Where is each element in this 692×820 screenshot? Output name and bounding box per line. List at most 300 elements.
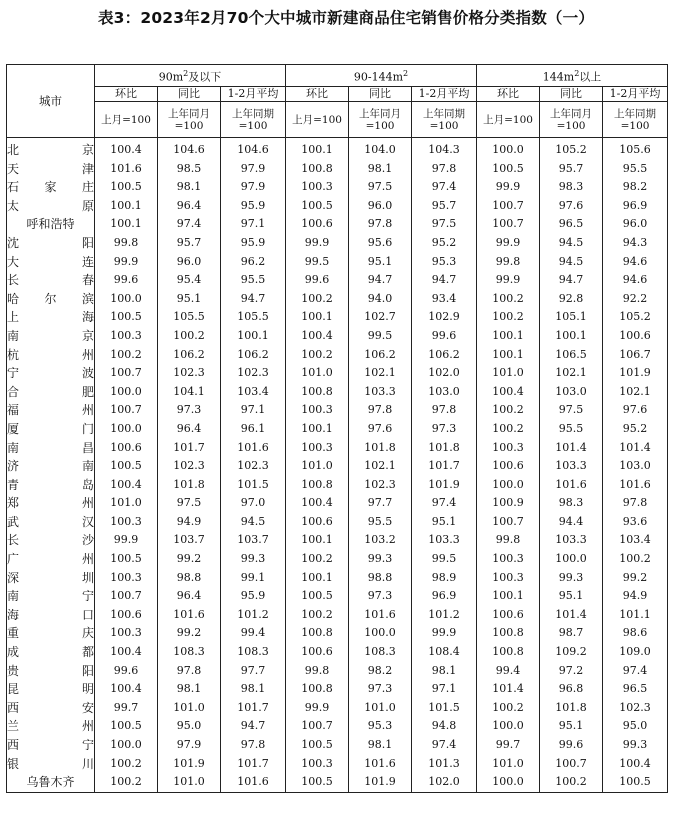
index-value: 100.3	[477, 439, 540, 458]
index-value: 96.8	[540, 680, 603, 699]
index-value: 101.5	[412, 699, 477, 718]
index-value: 103.3	[349, 383, 412, 402]
index-value: 95.1	[540, 717, 603, 736]
index-value: 100.5	[603, 773, 668, 792]
index-value: 102.0	[412, 364, 477, 383]
index-value: 109.2	[540, 643, 603, 662]
table-row	[7, 383, 668, 402]
index-value: 100.4	[286, 327, 349, 346]
index-value: 98.6	[603, 624, 668, 643]
index-value: 98.5	[158, 160, 221, 179]
index-value: 95.7	[540, 160, 603, 179]
table-row	[7, 643, 668, 662]
index-value: 97.5	[540, 401, 603, 420]
index-value: 100.2	[95, 773, 158, 792]
index-value: 94.5	[540, 253, 603, 272]
table-row	[7, 346, 668, 365]
table-header	[7, 65, 668, 138]
index-value: 97.8	[221, 736, 286, 755]
index-value: 106.2	[158, 346, 221, 365]
city-name: 青岛	[7, 476, 95, 495]
index-value: 99.5	[286, 253, 349, 272]
index-value: 100.6	[286, 513, 349, 532]
index-value: 100.5	[95, 717, 158, 736]
index-value: 101.4	[540, 439, 603, 458]
index-value: 101.0	[349, 699, 412, 718]
index-value: 99.3	[540, 569, 603, 588]
index-value: 101.0	[286, 364, 349, 383]
index-value: 97.1	[221, 401, 286, 420]
index-value: 100.1	[477, 587, 540, 606]
index-value: 94.0	[349, 290, 412, 309]
city-name: 贵阳	[7, 662, 95, 681]
index-value: 106.2	[349, 346, 412, 365]
base-header-same-period: 上年同期=100	[412, 102, 477, 138]
index-value: 96.9	[412, 587, 477, 606]
index-value: 100.3	[477, 569, 540, 588]
index-value: 101.0	[158, 699, 221, 718]
base-header-same-month: 上年同月=100	[349, 102, 412, 138]
base-header-same-period: 上年同期=100	[603, 102, 668, 138]
index-value: 101.8	[540, 699, 603, 718]
index-value: 100.1	[221, 327, 286, 346]
index-value: 97.8	[603, 494, 668, 513]
index-value: 100.0	[95, 383, 158, 402]
city-name: 西安	[7, 699, 95, 718]
index-value: 102.7	[349, 308, 412, 327]
city-name: 济南	[7, 457, 95, 476]
index-value: 101.2	[412, 606, 477, 625]
index-value: 97.8	[412, 401, 477, 420]
index-value: 104.1	[158, 383, 221, 402]
index-value: 100.2	[540, 773, 603, 792]
table-row	[7, 587, 668, 606]
table-row	[7, 178, 668, 197]
table-row	[7, 420, 668, 439]
index-value: 103.7	[221, 531, 286, 550]
index-value: 99.5	[349, 327, 412, 346]
index-value: 100.2	[286, 346, 349, 365]
index-value: 99.2	[158, 550, 221, 569]
index-value: 100.2	[286, 550, 349, 569]
city-name: 北京	[7, 138, 95, 160]
city-name: 呼和浩特	[7, 215, 95, 234]
index-value: 100.2	[158, 327, 221, 346]
table-row	[7, 308, 668, 327]
table-title: 表3：2023年2月70个大中城市新建商品住宅销售价格分类指数（一）	[97, 9, 595, 27]
index-value: 108.4	[412, 643, 477, 662]
index-value: 101.7	[221, 755, 286, 774]
index-value: 98.1	[349, 160, 412, 179]
index-value: 97.2	[540, 662, 603, 681]
index-value: 101.4	[603, 439, 668, 458]
table-row	[7, 680, 668, 699]
index-value: 100.8	[286, 383, 349, 402]
index-value: 100.6	[477, 457, 540, 476]
index-value: 102.3	[158, 364, 221, 383]
index-value: 96.4	[158, 587, 221, 606]
index-value: 98.3	[540, 494, 603, 513]
index-value: 99.9	[95, 531, 158, 550]
index-value: 101.6	[221, 773, 286, 792]
index-value: 100.2	[477, 308, 540, 327]
index-value: 95.3	[349, 717, 412, 736]
table-row	[7, 439, 668, 458]
index-value: 100.7	[540, 755, 603, 774]
index-value: 103.0	[603, 457, 668, 476]
index-value: 97.0	[221, 494, 286, 513]
index-value: 95.7	[158, 234, 221, 253]
city-name: 西宁	[7, 736, 95, 755]
index-value: 96.0	[349, 197, 412, 216]
index-value: 100.1	[477, 327, 540, 346]
index-value: 101.9	[412, 476, 477, 495]
index-value: 100.2	[603, 550, 668, 569]
index-value: 99.7	[95, 699, 158, 718]
index-value: 100.8	[477, 643, 540, 662]
index-value: 94.9	[158, 513, 221, 532]
index-value: 93.6	[603, 513, 668, 532]
index-value: 100.0	[477, 773, 540, 792]
table-body	[7, 138, 668, 793]
sub-header-mom: 环比	[286, 87, 349, 102]
index-value: 100.6	[286, 215, 349, 234]
sub-header-yoy: 同比	[540, 87, 603, 102]
index-value: 101.6	[349, 755, 412, 774]
index-value: 102.3	[349, 476, 412, 495]
index-value: 100.6	[603, 327, 668, 346]
index-value: 102.3	[158, 457, 221, 476]
sub-header-avg: 1-2月平均	[221, 87, 286, 102]
index-value: 101.8	[412, 439, 477, 458]
index-value: 98.1	[412, 662, 477, 681]
sub-header-yoy: 同比	[158, 87, 221, 102]
index-value: 97.9	[158, 736, 221, 755]
index-value: 100.2	[477, 290, 540, 309]
index-value: 100.1	[286, 420, 349, 439]
sub-header-mom: 环比	[95, 87, 158, 102]
index-value: 95.4	[158, 271, 221, 290]
index-value: 98.8	[349, 569, 412, 588]
index-value: 99.8	[477, 531, 540, 550]
index-value: 100.0	[95, 290, 158, 309]
index-value: 96.2	[221, 253, 286, 272]
index-value: 100.5	[477, 160, 540, 179]
city-name: 哈尔滨	[7, 290, 95, 309]
index-value: 103.3	[540, 531, 603, 550]
index-value: 94.7	[221, 290, 286, 309]
index-value: 101.5	[221, 476, 286, 495]
table-row	[7, 662, 668, 681]
base-header-same-period: 上年同期=100	[221, 102, 286, 138]
city-name: 南京	[7, 327, 95, 346]
index-value: 99.1	[221, 569, 286, 588]
index-value: 100.4	[477, 383, 540, 402]
index-value: 100.2	[477, 699, 540, 718]
index-value: 101.8	[349, 439, 412, 458]
index-value: 99.5	[412, 550, 477, 569]
index-value: 95.7	[412, 197, 477, 216]
index-value: 103.3	[412, 531, 477, 550]
index-value: 101.4	[540, 606, 603, 625]
index-value: 100.0	[349, 624, 412, 643]
index-value: 97.4	[412, 178, 477, 197]
index-value: 99.6	[412, 327, 477, 346]
table-row	[7, 531, 668, 550]
index-value: 97.1	[412, 680, 477, 699]
index-value: 99.9	[477, 234, 540, 253]
index-value: 100.3	[95, 624, 158, 643]
table-row	[7, 513, 668, 532]
index-value: 94.7	[221, 717, 286, 736]
index-value: 98.9	[412, 569, 477, 588]
index-value: 100.3	[286, 755, 349, 774]
index-value: 100.2	[477, 420, 540, 439]
table-row	[7, 476, 668, 495]
sub-header-avg: 1-2月平均	[603, 87, 668, 102]
index-value: 99.8	[286, 662, 349, 681]
index-value: 96.4	[158, 197, 221, 216]
index-value: 108.3	[349, 643, 412, 662]
index-value: 100.3	[95, 513, 158, 532]
city-name: 武汉	[7, 513, 95, 532]
index-value: 101.7	[412, 457, 477, 476]
index-value: 103.3	[540, 457, 603, 476]
index-value: 102.3	[221, 364, 286, 383]
index-value: 95.5	[540, 420, 603, 439]
city-name: 长沙	[7, 531, 95, 550]
table-row	[7, 717, 668, 736]
index-value: 101.2	[221, 606, 286, 625]
index-value: 100.0	[477, 476, 540, 495]
index-value: 100.3	[95, 327, 158, 346]
table-row	[7, 569, 668, 588]
index-value: 94.8	[412, 717, 477, 736]
index-value: 106.2	[412, 346, 477, 365]
table-row	[7, 290, 668, 309]
city-name: 上海	[7, 308, 95, 327]
index-value: 99.9	[286, 699, 349, 718]
index-value: 97.8	[158, 662, 221, 681]
index-value: 102.3	[603, 699, 668, 718]
index-value: 97.4	[158, 215, 221, 234]
index-value: 99.4	[221, 624, 286, 643]
index-value: 95.5	[221, 271, 286, 290]
index-value: 100.2	[286, 606, 349, 625]
city-name: 太原	[7, 197, 95, 216]
city-name: 深圳	[7, 569, 95, 588]
table-row	[7, 457, 668, 476]
index-value: 100.1	[286, 531, 349, 550]
index-value: 101.6	[221, 439, 286, 458]
table-row	[7, 773, 668, 792]
index-value: 94.5	[221, 513, 286, 532]
base-header-prev-month: 上月=100	[286, 102, 349, 138]
index-value: 109.0	[603, 643, 668, 662]
index-value: 97.4	[603, 662, 668, 681]
group-header-90-144: $90-144m^2$	[286, 65, 477, 87]
index-value: 100.7	[477, 215, 540, 234]
index-value: 92.2	[603, 290, 668, 309]
index-value: 100.6	[95, 606, 158, 625]
index-value: 97.9	[221, 178, 286, 197]
index-value: 99.9	[477, 271, 540, 290]
index-value: 100.3	[477, 550, 540, 569]
index-value: 95.5	[603, 160, 668, 179]
sub-header-avg: 1-2月平均	[412, 87, 477, 102]
index-value: 96.0	[603, 215, 668, 234]
index-value: 108.3	[221, 643, 286, 662]
index-value: 104.6	[221, 138, 286, 160]
sub-header-yoy: 同比	[349, 87, 412, 102]
index-value: 99.6	[95, 271, 158, 290]
index-value: 100.4	[95, 680, 158, 699]
table-row	[7, 215, 668, 234]
index-value: 99.3	[349, 550, 412, 569]
index-value: 94.5	[540, 234, 603, 253]
index-value: 99.7	[477, 736, 540, 755]
index-value: 101.1	[603, 606, 668, 625]
table-row	[7, 253, 668, 272]
index-value: 101.7	[221, 699, 286, 718]
city-name: 石家庄	[7, 178, 95, 197]
index-value: 95.1	[412, 513, 477, 532]
index-value: 100.6	[95, 439, 158, 458]
index-value: 98.1	[221, 680, 286, 699]
index-value: 100.7	[95, 401, 158, 420]
city-name: 厦门	[7, 420, 95, 439]
index-value: 103.7	[158, 531, 221, 550]
index-value: 100.4	[95, 138, 158, 160]
index-value: 100.7	[477, 197, 540, 216]
index-value: 94.6	[603, 271, 668, 290]
table-row	[7, 160, 668, 179]
index-value: 94.7	[412, 271, 477, 290]
index-value: 94.6	[603, 253, 668, 272]
index-value: 100.5	[286, 587, 349, 606]
index-value: 103.4	[603, 531, 668, 550]
index-value: 102.1	[603, 383, 668, 402]
city-name: 天津	[7, 160, 95, 179]
index-value: 98.1	[158, 178, 221, 197]
index-value: 100.6	[286, 643, 349, 662]
index-value: 100.7	[95, 587, 158, 606]
index-value: 94.7	[349, 271, 412, 290]
index-value: 100.1	[95, 215, 158, 234]
index-value: 100.2	[286, 290, 349, 309]
index-value: 101.4	[477, 680, 540, 699]
index-value: 102.1	[540, 364, 603, 383]
index-value: 100.8	[286, 680, 349, 699]
index-value: 100.1	[477, 346, 540, 365]
index-value: 99.2	[603, 569, 668, 588]
index-value: 98.1	[349, 736, 412, 755]
index-value: 105.5	[158, 308, 221, 327]
index-value: 95.0	[158, 717, 221, 736]
index-value: 101.6	[95, 160, 158, 179]
city-name: 重庆	[7, 624, 95, 643]
index-value: 103.0	[540, 383, 603, 402]
city-name: 广州	[7, 550, 95, 569]
city-name: 大连	[7, 253, 95, 272]
city-name: 乌鲁木齐	[7, 773, 95, 792]
index-value: 99.3	[221, 550, 286, 569]
index-value: 97.3	[412, 420, 477, 439]
index-value: 97.3	[158, 401, 221, 420]
index-value: 96.4	[158, 420, 221, 439]
index-value: 97.6	[603, 401, 668, 420]
index-value: 101.6	[540, 476, 603, 495]
index-value: 95.9	[221, 197, 286, 216]
city-name: 合肥	[7, 383, 95, 402]
index-value: 99.6	[286, 271, 349, 290]
index-value: 100.4	[95, 476, 158, 495]
index-value: 98.3	[540, 178, 603, 197]
table-row	[7, 364, 668, 383]
base-header-same-month: 上年同月=100	[540, 102, 603, 138]
index-value: 99.6	[540, 736, 603, 755]
index-value: 93.4	[412, 290, 477, 309]
index-value: 97.4	[412, 494, 477, 513]
index-value: 100.1	[95, 197, 158, 216]
index-value: 95.1	[540, 587, 603, 606]
table-row	[7, 138, 668, 160]
index-value: 105.2	[603, 308, 668, 327]
index-value: 92.8	[540, 290, 603, 309]
city-name: 南昌	[7, 439, 95, 458]
index-value: 95.1	[349, 253, 412, 272]
index-value: 100.4	[603, 755, 668, 774]
index-value: 97.5	[349, 178, 412, 197]
index-value: 97.1	[221, 215, 286, 234]
index-value: 95.5	[349, 513, 412, 532]
city-name: 福州	[7, 401, 95, 420]
index-value: 94.9	[603, 587, 668, 606]
index-value: 105.6	[603, 138, 668, 160]
city-name: 成都	[7, 643, 95, 662]
index-value: 99.6	[95, 662, 158, 681]
index-value: 100.0	[95, 736, 158, 755]
index-value: 96.5	[540, 215, 603, 234]
index-value: 101.8	[158, 476, 221, 495]
index-value: 100.1	[286, 308, 349, 327]
price-index-table	[6, 64, 668, 793]
index-value: 100.9	[477, 494, 540, 513]
index-value: 100.3	[286, 439, 349, 458]
city-name: 长春	[7, 271, 95, 290]
index-value: 101.9	[603, 364, 668, 383]
index-value: 101.0	[286, 457, 349, 476]
index-value: 97.8	[412, 160, 477, 179]
index-value: 100.0	[477, 717, 540, 736]
index-value: 97.6	[349, 420, 412, 439]
index-value: 98.1	[158, 680, 221, 699]
index-value: 100.2	[477, 401, 540, 420]
index-value: 99.9	[412, 624, 477, 643]
index-value: 97.7	[349, 494, 412, 513]
index-value: 96.1	[221, 420, 286, 439]
index-value: 100.4	[286, 494, 349, 513]
index-value: 99.9	[286, 234, 349, 253]
index-value: 106.2	[221, 346, 286, 365]
base-header-same-month: 上年同月=100	[158, 102, 221, 138]
index-value: 97.3	[349, 680, 412, 699]
index-value: 100.6	[477, 606, 540, 625]
index-value: 95.9	[221, 234, 286, 253]
index-value: 104.0	[349, 138, 412, 160]
city-name: 杭州	[7, 346, 95, 365]
table-row	[7, 327, 668, 346]
